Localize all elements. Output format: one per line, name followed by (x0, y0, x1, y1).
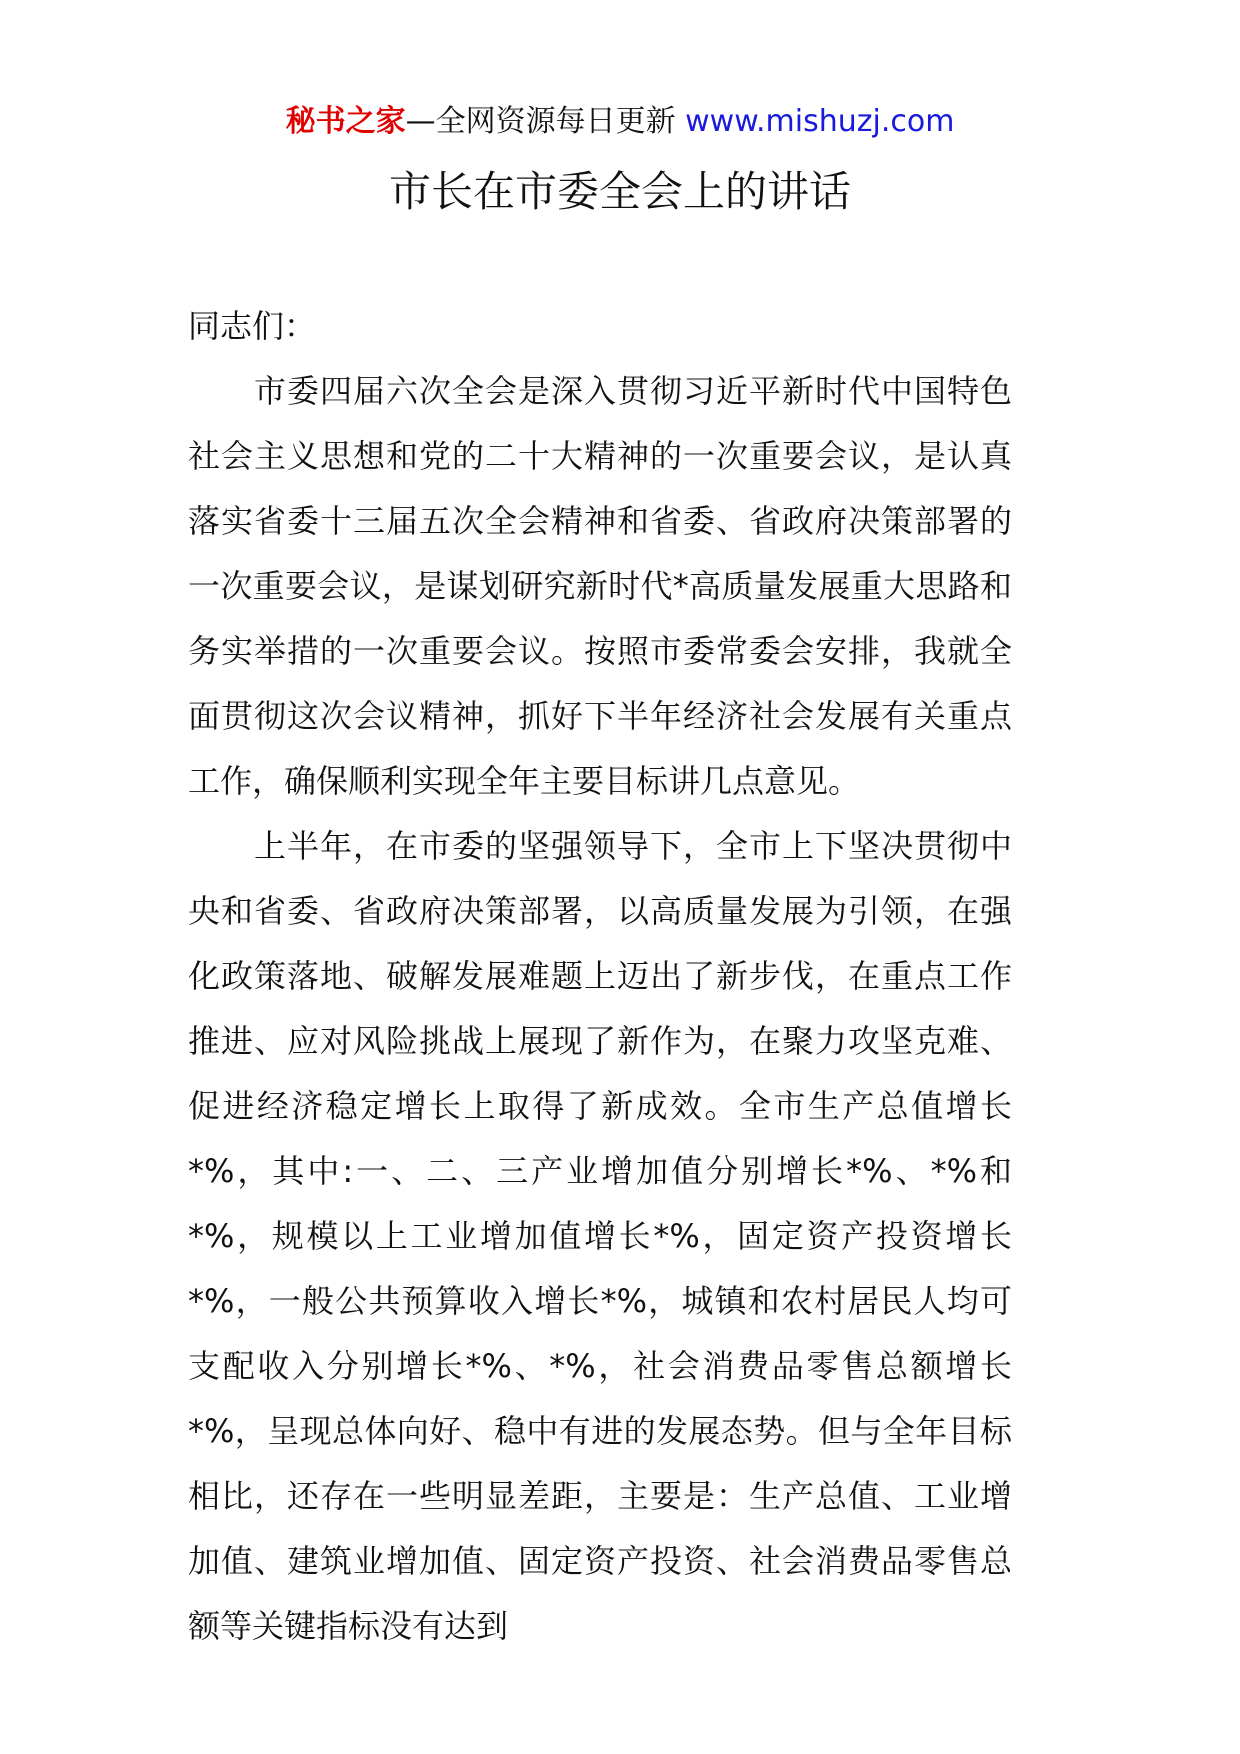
site-brand: 秘书之家 (285, 104, 406, 139)
site-header (0, 102, 1240, 142)
document-body (188, 294, 1088, 1659)
document-title: 市长在市委全会上的讲话 (388, 167, 851, 216)
site-url-link[interactable]: www.mishuzj.com (685, 104, 955, 139)
body-paragraph-2: 上半年，在市委的坚强领导下，全市上下坚决贯彻中央和省委、省政府决策部署，以高质量发展为引领，在强化政策落地、破解发展难题上迈出了新步伐，在重点工作推进、应对风险挑战上展现了新作为，在聚力攻坚克难、促进经济稳定增长上取得了新成效。全市生产总值增长*%，其中:一、二、三产业增加值分别增长*%、*%和*%，规模以上工业增加值增长*%，固定资产投资增长*%，一般公共预算收入增长*%，城镇和农村居民人均可支配收入分别增长*%、*%，社会消费品零售总额增长*%，呈现总体向好、稳中有进的发展态势。但与全年目标相比，还存在一些明显差距，主要是：生产总值、工业增加值、建筑业增加值、固定资产投资、社会消费品零售总额等关键指标没有达到 (188, 827, 1012, 1645)
site-tagline: —全网资源每日更新 (405, 104, 686, 139)
body-paragraph-1: 市委四届六次全会是深入贯彻习近平新时代中国特色社会主义思想和党的二十大精神的一次重要会议，是认真落实省委十三届五次全会精神和省委、省政府决策部署的一次重要会议，是谋划研究新时代*高质量发展重大思路和务实举措的一次重要会议。按照市委常委会安排，我就全面贯彻这次会议精神，抓好下半年经济社会发展有关重点工作，确保顺利实现全年主要目标讲几点意见。 (188, 372, 1012, 800)
salutation: 同志们： (188, 307, 317, 345)
